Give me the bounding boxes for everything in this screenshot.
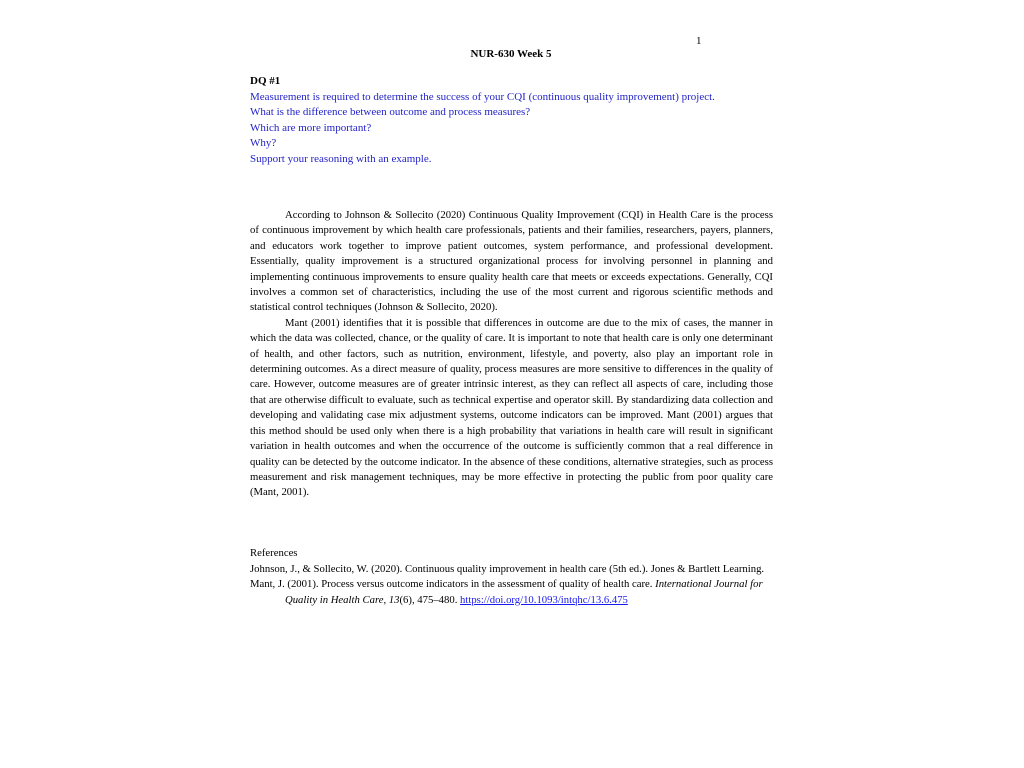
discussion-question — [250, 74, 790, 167]
reference-entry: Johnson, J., & Sollecito, W. (2020). Continuous quality improvement in health care (5th ed.). Jones & Bartlett Learning. — [250, 562, 765, 575]
reference-sep: , — [383, 593, 389, 606]
journal-volume: 13 — [388, 593, 400, 606]
dq-heading: DQ #1 — [250, 75, 281, 87]
reference-text: Mant, J. (2001). Process versus outcome indicators in the assessment of quality of health care. — [250, 578, 656, 590]
references-section — [250, 546, 773, 608]
doi-link[interactable]: https://doi.org/10.1093/intqhc/13.6.475 — [460, 593, 628, 606]
dq-prompt-line: What is the difference between outcome and process measures? — [250, 106, 531, 118]
dq-prompt-line: Support your reasoning with an example. — [250, 152, 432, 165]
journal-title: International Journal for Quality in Health Care — [285, 578, 763, 606]
body-paragraph: Mant (2001) identifies that it is possible that differences in outcome are due to the mix of cases, the manner in which the data was collected, chance, or the quality of care. It is important to note that health care is only one determinant of health, and other factors, such as nutrition, environment, lifestyle, and poverty, also play an important role in determining outcomes. As a direct measure of quality, process measures are more sensitive to differences in the quality of care. However, outcome measures are of greater intrinsic interest, as they can reflect all aspects of care, including those that are otherwise difficult to evaluate, such as technical expertise and operator skill. By standardizing data collection and developing and validating case mix adjustment systems, outcome indicators can be improved. Mant (2001) argues that this method should be used only when there is a high probability that variations in health care will result in significant variation in health outcomes and when the occurrence of the outcome is sufficiently common that a real difference in quality can be detected by the outcome indicator. In the absence of these conditions, alternative strategies, such as process measurement and risk management techniques, may be more effective in protecting the public from poor quality care (Mant, 2001). — [250, 316, 773, 499]
body-paragraph: According to Johnson & Sollecito (2020) Continuous Quality Improvement (CQI) in Health Care is the process of continuous improvement by which health care professionals, patients and their families, researchers, payers, planners, and educators work together to improve patient outcomes, system performance, and professional development. Essentially, quality improvement is a structured organizational process for involving personnel in planning and implementing continuous improvements to ensure quality health care that meets or exceeds expectations. Generally, CQI involves a common set of characteristics, including the use of the most current and rigorous scientific methods and statistical control techniques (Johnson & Sollecito, 2020). — [250, 209, 773, 314]
dq-prompt-line: Why? — [250, 137, 277, 149]
dq-prompt-line: Which are more important? — [250, 121, 372, 134]
reference-entry — [250, 577, 773, 608]
dq-prompt-line: Measurement is required to determine the success of your CQI (continuous quality improvement) project. — [250, 90, 715, 103]
document-title: NUR-630 Week 5 — [470, 48, 552, 60]
reference-issue-pages: (6), 475–480. — [399, 593, 461, 606]
response-body — [250, 208, 773, 501]
page-number: 1 — [696, 35, 702, 47]
references-heading: References — [250, 547, 298, 559]
